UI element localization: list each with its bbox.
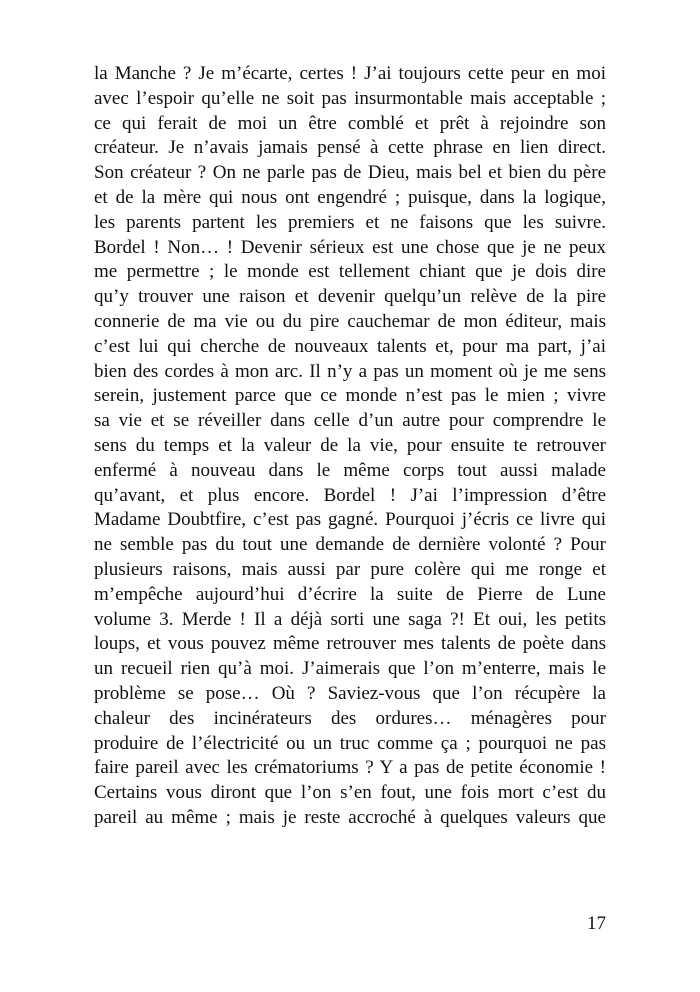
text-line: me permettre ; le monde est tellement chiant que je dois dire [94, 261, 606, 283]
text-line: serein, justement parce que ce monde n’est pas le mien ; vivre [94, 385, 606, 407]
text-line: problème se pose… Où ? Saviez-vous que l’on récupère la [94, 682, 606, 704]
text-line: sens du temps et la valeur de la vie, pour ensuite te retrouver [94, 434, 606, 456]
text-line: et de la mère qui nous ont engendré ; puisque, dans la logique, [94, 186, 606, 208]
text-line: chaleur des incinérateurs des ordures… ménagères pour [94, 707, 606, 729]
text-line: produire de l’électricité ou un truc comme ça ; pourquoi ne pas [94, 732, 606, 754]
text-line: faire pareil avec les crématoriums ? Y a pas de petite économie ! [94, 757, 606, 779]
text-line: avec l’espoir qu’elle ne soit pas insurmontable mais acceptable ; [94, 87, 606, 109]
text-line: m’empêche aujourd’hui d’écrire la suite de Pierre de Lune [94, 583, 606, 605]
text-line: ce qui ferait de moi un être comblé et prêt à rejoindre son [94, 112, 606, 134]
text-line: c’est lui qui cherche de nouveaux talents et, pour ma part, j’ai [94, 335, 606, 357]
text-line: un recueil rien qu’à moi. J’aimerais que l’on m’enterre, mais le [94, 658, 606, 680]
text-line: les parents partent les premiers et ne faisons que les suivre. [94, 211, 606, 233]
text-line: ne semble pas du tout une demande de dernière volonté ? Pour [94, 534, 606, 556]
text-line: loups, et vous pouvez même retrouver mes talents de poète dans [94, 633, 606, 655]
page-number: 17 [587, 913, 606, 934]
text-line: qu’avant, et plus encore. Bordel ! J’ai l’impression d’être [94, 484, 606, 506]
text-line: enfermé à nouveau dans le même corps tout aussi malade [94, 459, 606, 481]
text-line: connerie de ma vie ou du pire cauchemar de mon éditeur, mais [94, 310, 606, 332]
text-line: pareil au même ; mais je reste accroché à quelques valeurs que [94, 806, 606, 828]
body-text [94, 62, 606, 831]
text-line: qu’y trouver une raison et devenir quelqu’un relève de la pire [94, 286, 606, 308]
text-line: Madame Doubtfire, c’est pas gagné. Pourquoi j’écris ce livre qui [94, 509, 606, 531]
text-line: la Manche ? Je m’écarte, certes ! J’ai toujours cette peur en moi [94, 63, 606, 84]
text-line: bien des cordes à mon arc. Il n’y a pas un moment où je me sens [94, 360, 606, 382]
text-line: créateur. Je n’avais jamais pensé à cette phrase en lien direct. [94, 137, 606, 159]
text-line: sa vie et se réveiller dans celle d’un autre pour comprendre le [94, 410, 606, 432]
text-line: Bordel ! Non… ! Devenir sérieux est une chose que je ne peux [94, 236, 606, 258]
text-line: Son créateur ? On ne parle pas de Dieu, mais bel et bien du père [94, 162, 606, 184]
text-line: volume 3. Merde ! Il a déjà sorti une saga ?! Et oui, les petits [94, 608, 606, 630]
text-line: Certains vous diront que l’on s’en fout, une fois mort c’est du [94, 782, 606, 804]
text-line: plusieurs raisons, mais aussi par pure colère qui me ronge et [94, 558, 606, 580]
